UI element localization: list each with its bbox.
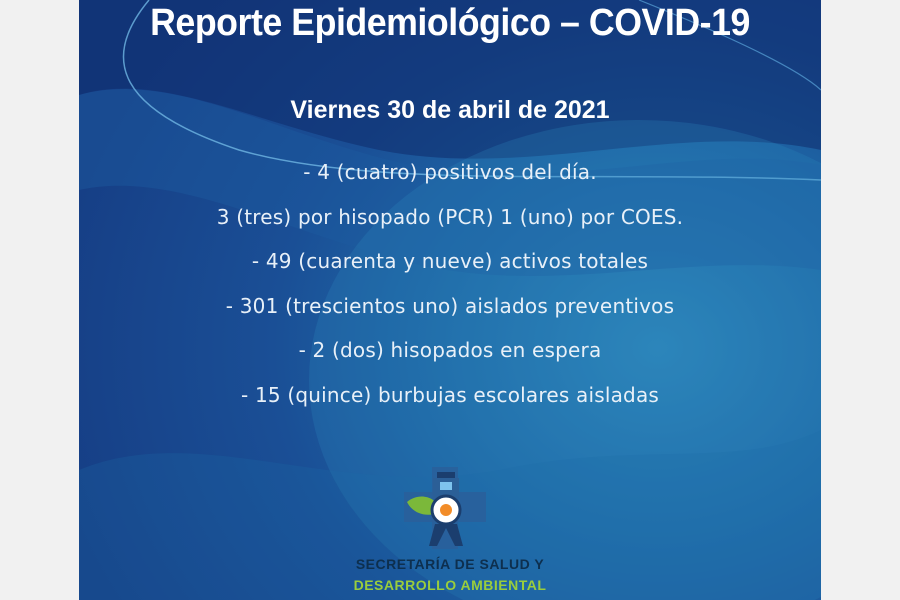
secretariat-logo-icon xyxy=(399,462,491,554)
stat-active: - 49 (cuarenta y nueve) activos totales xyxy=(251,249,649,273)
stat-breakdown: 3 (tres) por hisopado (PCR) 1 (uno) por COES. xyxy=(216,204,684,229)
report-title: Reporte Epidemiológico – COVID-19 xyxy=(150,2,750,44)
stat-isolated: - 301 (trescientos uno) aislados preventivos xyxy=(225,293,675,318)
org-name-line1: SECRETARÍA DE SALUD Y xyxy=(355,556,545,572)
emblem-sun xyxy=(440,504,452,516)
stat-school-bubbles: - 15 (quince) burbujas escolares aisladas xyxy=(240,382,660,407)
tower-top xyxy=(437,472,455,478)
org-name-line2: DESARROLLO AMBIENTAL xyxy=(353,577,547,593)
report-date: Viernes 30 de abril de 2021 xyxy=(290,96,610,124)
tower-window xyxy=(440,482,452,490)
stat-positives: - 4 (cuatro) positivos del día. xyxy=(303,160,597,184)
stats-list xyxy=(79,158,821,425)
report-poster xyxy=(79,0,821,600)
stat-pending-swabs: - 2 (dos) hisopados en espera xyxy=(298,338,602,362)
